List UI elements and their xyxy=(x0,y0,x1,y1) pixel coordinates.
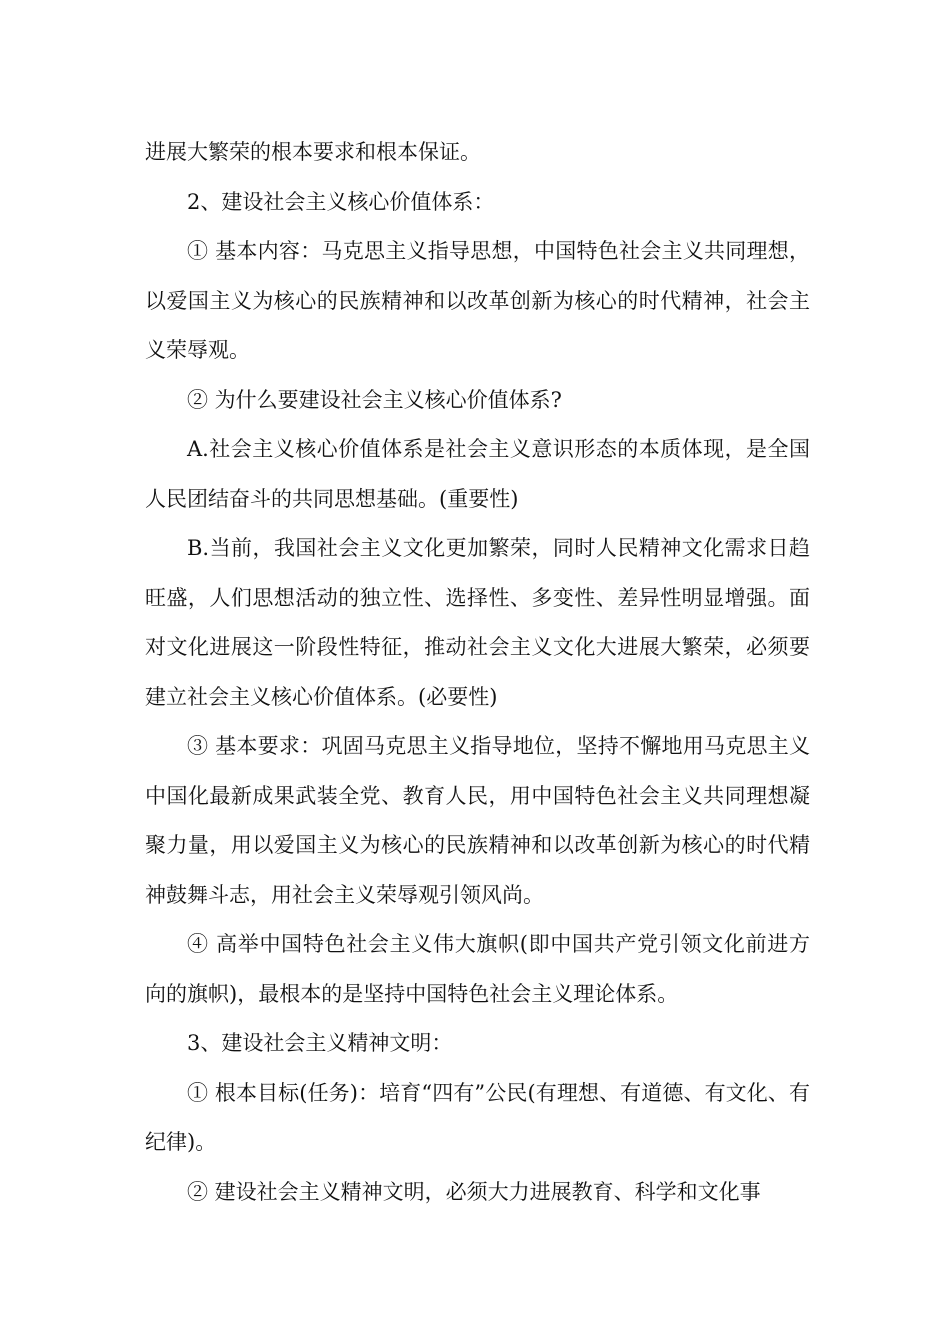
paragraph-fundamental-goal: ① 根本目标(任务)：培育“四有”公民(有理想、有道德、有文化、有纪律)。 xyxy=(145,1080,810,1154)
paragraph-basic-requirements: ③ 基本要求：巩固马克思主义指导地位，坚持不懈地用马克思主义中国化最新成果武装全党、教育人民，用中国特色社会主义共同理想凝聚力量，用以爱国主义为核心的民族精神和以改革创新为核心的时代精神鼓舞斗志，用社会主义荣辱观引领风尚。 xyxy=(145,734,810,907)
paragraph-banner: ④ 高举中国特色社会主义伟大旗帜(即中国共产党引领文化前进方向的旗帜)，最根本的是坚持中国特色社会主义理论体系。 xyxy=(145,932,810,1006)
paragraph-basic-content: ① 基本内容：马克思主义指导思想，中国特色社会主义共同理想，以爱国主义为核心的民族精神和以改革创新为核心的时代精神，社会主义荣辱观。 xyxy=(145,239,810,362)
paragraph-point-a: A.社会主义核心价值体系是社会主义意识形态的本质体现，是全国人民团结奋斗的共同思想基础。(重要性) xyxy=(145,437,810,511)
paragraph-spiritual-civilization: ② 建设社会主义精神文明，必须大力进展教育、科学和文化事 xyxy=(187,1179,761,1204)
paragraph-why-question: ② 为什么要建设社会主义核心价值体系? xyxy=(187,387,562,412)
paragraph-continuation: 进展大繁荣的根本要求和根本保证。 xyxy=(145,140,481,164)
section-heading-2: 2、建设社会主义核心价值体系： xyxy=(187,189,495,214)
document-body xyxy=(145,128,810,1217)
section-heading-3: 3、建设社会主义精神文明： xyxy=(187,1031,453,1055)
paragraph-point-b: B.当前，我国社会主义文化更加繁荣，同时人民精神文化需求日趋旺盛，人们思想活动的独立性、选择性、多变性、差异性明显增强。面对文化进展这一阶段性特征，推动社会主义文化大进展大繁荣，必须要建立社会主义核心价值体系。(必要性) xyxy=(145,536,810,709)
